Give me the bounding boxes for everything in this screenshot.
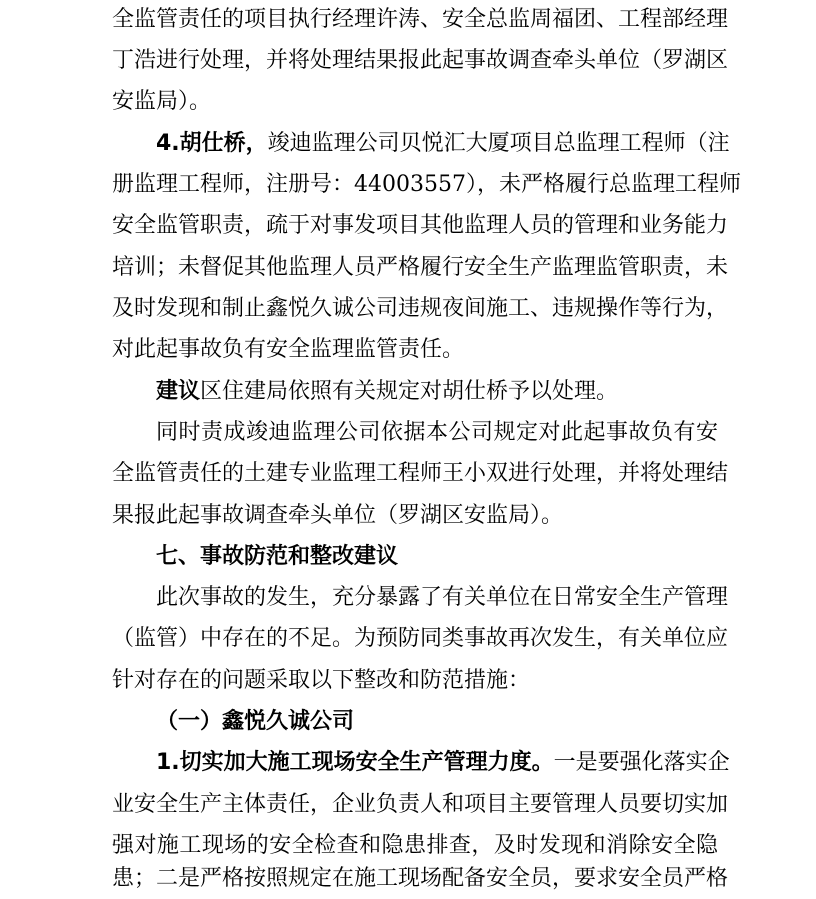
text-run: 针对存在的问题采取以下整改和防范措施：	[112, 668, 531, 693]
text-run: 竣迪监理公司贝悦汇大厦项目总监理工程师（注	[267, 131, 730, 156]
recommend-label: 建议	[156, 379, 201, 404]
paragraph-line	[156, 372, 718, 412]
paragraph-line	[112, 165, 741, 205]
person-heading: 4.胡仕桥，	[156, 131, 268, 156]
paragraph-line	[112, 330, 718, 370]
paragraph-line	[112, 206, 729, 246]
text-run: 及时发现和制止鑫悦久诚公司违规夜间施工、违规操作等行为，	[112, 296, 729, 321]
text-run: 区住建局依照有关规定对胡仕桥予以处理。	[200, 379, 619, 404]
text-run: 全监管责任的项目执行经理许涛、安全总监周福团、工程部经理	[112, 7, 729, 32]
paragraph-line	[112, 289, 729, 329]
paragraph-line	[156, 743, 730, 783]
text-run: 培训；未督促其他监理人员严格履行安全生产监理监管职责，未	[112, 255, 729, 280]
paragraph-line	[112, 82, 718, 122]
subsection-heading-text: （一）鑫悦久诚公司	[156, 709, 355, 734]
text-run: 一是要强化落实企	[553, 750, 730, 775]
paragraph-line	[112, 454, 729, 494]
paragraph-line	[156, 124, 730, 164]
text-run: 全监管责任的土建专业监理工程师王小双进行处理，并将处理结	[112, 461, 729, 486]
paragraph-line	[112, 248, 729, 288]
section-heading-text: 七、事故防范和整改建议	[156, 544, 399, 569]
paragraph-line	[112, 859, 729, 899]
paragraph-line	[112, 619, 729, 659]
text-run: 患；二是严格按照规定在施工现场配备安全员，要求安全员严格	[112, 866, 729, 891]
paragraph-line	[156, 578, 729, 618]
paragraph-line	[112, 0, 729, 40]
subsection-heading	[156, 702, 718, 742]
text-run: 安全监管职责，疏于对事发项目其他监理人员的管理和业务能力	[112, 213, 729, 238]
text-run: 册监理工程师，注册号：44003557），未严格履行总监理工程师	[112, 172, 741, 197]
paragraph-line	[112, 41, 729, 81]
text-run: 业安全生产主体责任，企业负责人和项目主要管理人员要切实加	[112, 792, 729, 817]
text-run: 安监局）。	[112, 89, 212, 114]
text-run: 此次事故的发生，充分暴露了有关单位在日常安全生产管理	[156, 585, 729, 610]
text-run: 果报此起事故调查牵头单位（罗湖区安监局）。	[112, 503, 564, 528]
section-heading	[156, 537, 718, 577]
text-run: （监管）中存在的不足。为预防同类事故再次发生，有关单位应	[112, 626, 729, 651]
paragraph-line	[156, 413, 718, 453]
text-run: 强对施工现场的安全检查和隐患排查，及时发现和消除安全隐	[112, 833, 718, 858]
paragraph-line	[112, 496, 718, 536]
text-run: 丁浩进行处理，并将处理结果报此起事故调查牵头单位（罗湖区	[112, 48, 729, 73]
paragraph-line	[112, 785, 729, 825]
text-run: 对此起事故负有安全监理监管责任。	[112, 337, 465, 362]
paragraph-line	[112, 661, 718, 701]
measure-heading: 1.切实加大施工现场安全生产管理力度。	[156, 750, 554, 775]
text-run: 同时责成竣迪监理公司依据本公司规定对此起事故负有安	[156, 420, 718, 445]
